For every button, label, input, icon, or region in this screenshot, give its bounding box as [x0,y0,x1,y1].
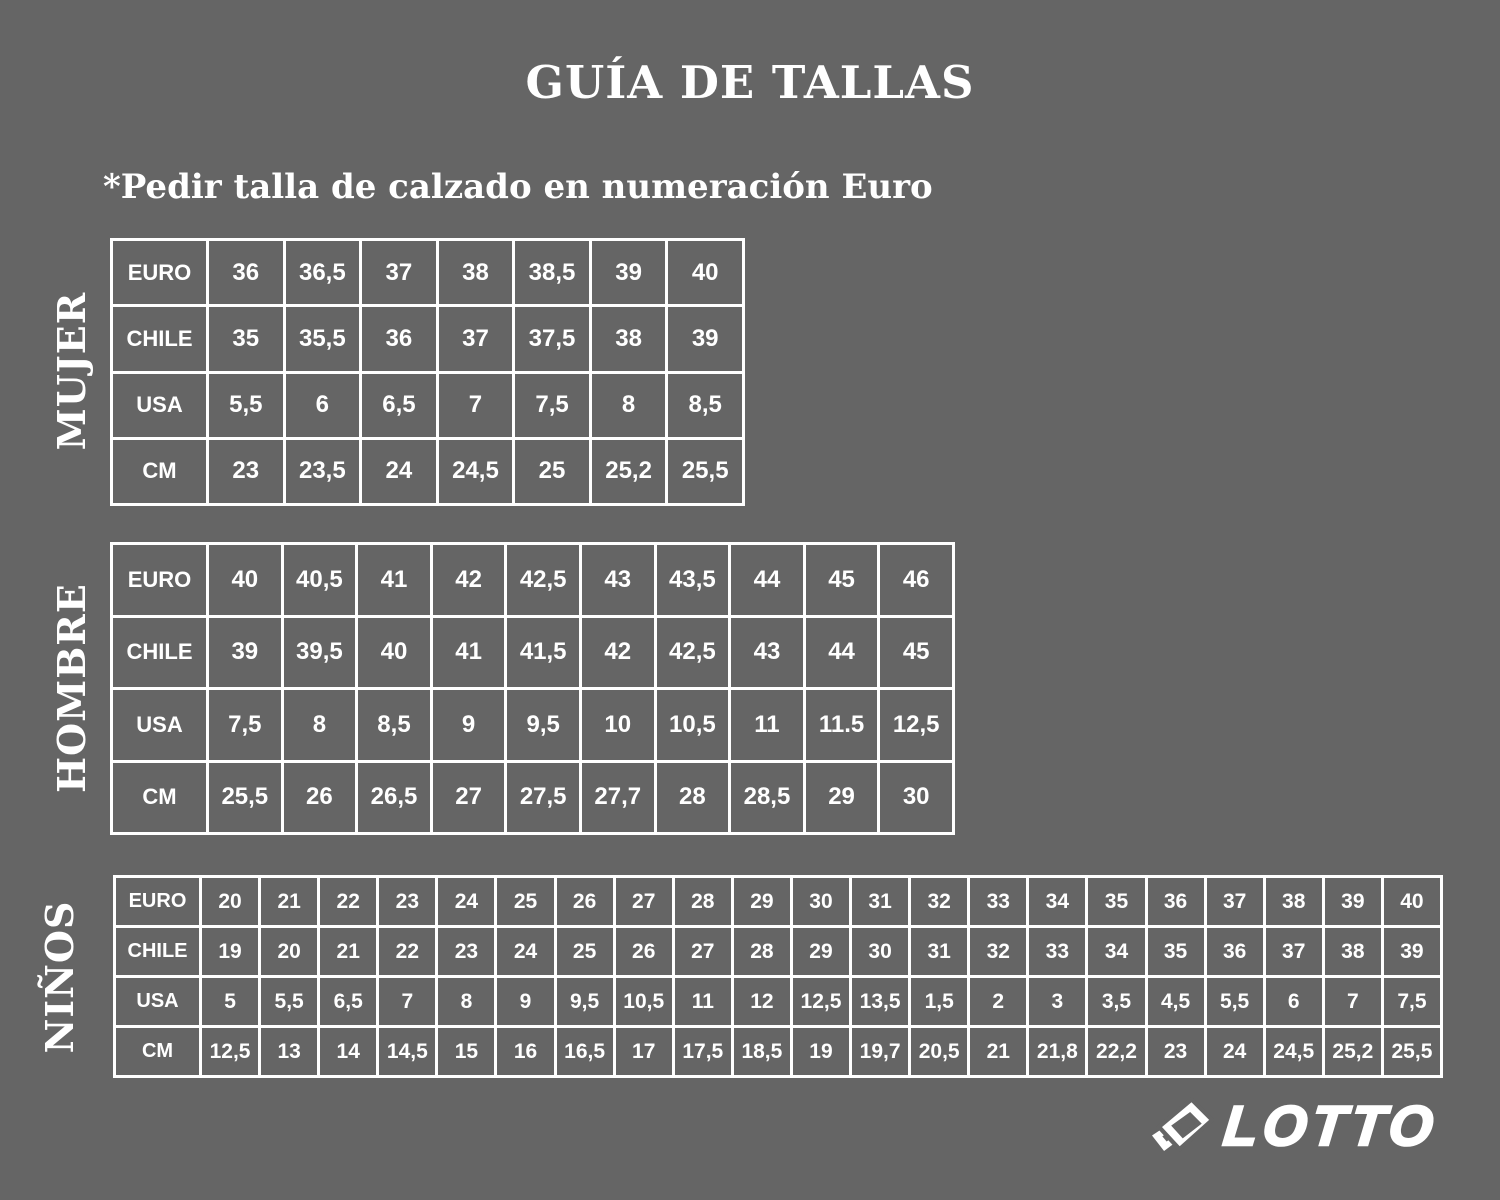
row-label-euro: EURO [112,544,208,617]
size-cell: 8,5 [357,689,432,762]
size-cell: 39 [667,306,744,372]
size-cell: 7 [437,372,514,438]
size-cell: 40 [1382,877,1441,927]
lotto-diamond-icon [1152,1096,1214,1156]
size-cell: 41 [431,616,506,689]
row-label-usa: USA [112,689,208,762]
size-cell: 25,5 [208,761,283,834]
group-label-hombre: HOMBRE [49,583,94,793]
size-cell: 26 [555,877,614,927]
table-row [112,240,744,306]
size-cell: 6 [284,372,361,438]
row-label-euro: EURO [112,240,208,306]
size-cell: 36 [361,306,438,372]
size-cell: 4,5 [1146,977,1205,1027]
size-cell: 8,5 [667,372,744,438]
size-cell: 22,2 [1087,1027,1146,1077]
size-cell: 40,5 [282,544,357,617]
size-cell: 16 [496,1027,555,1077]
size-cell: 10,5 [655,689,730,762]
size-cell: 25,2 [590,438,667,504]
size-cell: 42,5 [655,616,730,689]
size-cell: 2 [969,977,1028,1027]
size-cell: 20 [201,877,260,927]
size-cell: 28,5 [730,761,805,834]
table-row [115,877,1442,927]
size-cell: 42,5 [506,544,581,617]
size-cell: 9 [496,977,555,1027]
size-cell: 11 [673,977,732,1027]
size-cell: 37 [437,306,514,372]
size-cell: 33 [1028,927,1087,977]
size-cell: 27 [431,761,506,834]
size-cell: 21 [260,877,319,927]
size-cell: 27,7 [580,761,655,834]
size-cell: 37 [1205,877,1264,927]
row-label-cm: CM [115,1027,201,1077]
size-cell: 39 [590,240,667,306]
table-row [112,761,954,834]
size-table-hombre [110,542,955,835]
size-cell: 23 [437,927,496,977]
row-label-chile: CHILE [112,306,208,372]
size-cell: 26 [614,927,673,977]
size-cell: 41 [357,544,432,617]
size-cell: 18,5 [732,1027,791,1077]
size-cell: 45 [804,544,879,617]
size-cell: 23 [208,438,285,504]
size-cell: 17,5 [673,1027,732,1077]
size-cell: 10,5 [614,977,673,1027]
size-cell: 28 [732,927,791,977]
size-cell: 8 [282,689,357,762]
size-cell: 43,5 [655,544,730,617]
group-label-mujer: MUJER [49,291,94,451]
size-table-mujer [110,238,745,506]
size-cell: 20,5 [910,1027,969,1077]
size-cell: 5,5 [208,372,285,438]
size-cell: 27 [614,877,673,927]
size-cell: 31 [910,927,969,977]
size-cell: 19,7 [851,1027,910,1077]
size-cell: 28 [655,761,730,834]
size-cell: 26,5 [357,761,432,834]
table-row [112,616,954,689]
size-cell: 21,8 [1028,1027,1087,1077]
size-cell: 36,5 [284,240,361,306]
size-cell: 5 [201,977,260,1027]
size-cell: 7 [1323,977,1382,1027]
size-cell: 39,5 [282,616,357,689]
row-label-cm: CM [112,761,208,834]
row-label-usa: USA [115,977,201,1027]
size-cell: 34 [1028,877,1087,927]
size-cell: 39 [208,616,283,689]
size-cell: 12 [732,977,791,1027]
size-cell: 29 [732,877,791,927]
size-cell: 24 [1205,1027,1264,1077]
size-cell: 24 [361,438,438,504]
size-cell: 23,5 [284,438,361,504]
size-cell: 7,5 [208,689,283,762]
size-cell: 13,5 [851,977,910,1027]
size-cell: 38 [1323,927,1382,977]
size-cell: 24 [496,927,555,977]
size-cell: 40 [357,616,432,689]
size-cell: 25,5 [1382,1027,1441,1077]
size-cell: 14 [319,1027,378,1077]
size-cell: 7,5 [1382,977,1441,1027]
size-cell: 11.5 [804,689,879,762]
size-cell: 17 [614,1027,673,1077]
size-cell: 39 [1382,927,1441,977]
table-row [112,689,954,762]
size-cell: 8 [437,977,496,1027]
size-cell: 14,5 [378,1027,437,1077]
size-cell: 20 [260,927,319,977]
size-cell: 25 [514,438,591,504]
size-cell: 43 [730,616,805,689]
row-label-cm: CM [112,438,208,504]
size-cell: 7,5 [514,372,591,438]
table-row [115,1027,1442,1077]
size-cell: 1,5 [910,977,969,1027]
size-cell: 35 [1087,877,1146,927]
size-cell: 28 [673,877,732,927]
size-cell: 42 [431,544,506,617]
size-cell: 24,5 [1264,1027,1323,1077]
size-cell: 9,5 [555,977,614,1027]
size-cell: 31 [851,877,910,927]
size-cell: 42 [580,616,655,689]
size-cell: 19 [201,927,260,977]
size-cell: 45 [879,616,954,689]
size-cell: 25,5 [667,438,744,504]
size-cell: 40 [667,240,744,306]
size-cell: 38 [590,306,667,372]
size-cell: 26 [282,761,357,834]
size-cell: 9,5 [506,689,581,762]
row-label-usa: USA [112,372,208,438]
page-subtitle: *Pedir talla de calzado en numeración Euro [103,167,933,207]
size-cell: 34 [1087,927,1146,977]
size-cell: 21 [319,927,378,977]
size-cell: 38 [1264,877,1323,927]
size-cell: 9 [431,689,506,762]
size-cell: 30 [791,877,850,927]
size-cell: 41,5 [506,616,581,689]
size-cell: 25 [496,877,555,927]
size-cell: 46 [879,544,954,617]
table-row [112,306,744,372]
size-cell: 6,5 [361,372,438,438]
size-cell: 22 [378,927,437,977]
size-cell: 38 [437,240,514,306]
size-cell: 29 [804,761,879,834]
size-cell: 22 [319,877,378,927]
size-cell: 35,5 [284,306,361,372]
size-cell: 36 [208,240,285,306]
size-cell: 13 [260,1027,319,1077]
size-cell: 27 [673,927,732,977]
row-label-chile: CHILE [112,616,208,689]
size-cell: 8 [590,372,667,438]
table-row [115,977,1442,1027]
page-title: GUÍA DE TALLAS [525,56,975,109]
size-cell: 44 [804,616,879,689]
size-cell: 43 [580,544,655,617]
size-cell: 30 [851,927,910,977]
size-cell: 5,5 [260,977,319,1027]
size-cell: 7 [378,977,437,1027]
size-cell: 16,5 [555,1027,614,1077]
size-cell: 38,5 [514,240,591,306]
size-cell: 12,5 [201,1027,260,1077]
table-row [112,438,744,504]
size-cell: 35 [1146,927,1205,977]
row-label-euro: EURO [115,877,201,927]
size-cell: 30 [879,761,954,834]
size-cell: 15 [437,1027,496,1077]
size-cell: 23 [378,877,437,927]
size-cell: 33 [969,877,1028,927]
lotto-wordmark: LOTTO [1220,1094,1442,1157]
size-cell: 5,5 [1205,977,1264,1027]
size-cell: 10 [580,689,655,762]
table-row [112,372,744,438]
size-cell: 3 [1028,977,1087,1027]
size-cell: 3,5 [1087,977,1146,1027]
size-cell: 24 [437,877,496,927]
size-cell: 11 [730,689,805,762]
size-cell: 27,5 [506,761,581,834]
size-cell: 29 [791,927,850,977]
size-cell: 25,2 [1323,1027,1382,1077]
size-cell: 37 [361,240,438,306]
size-cell: 12,5 [791,977,850,1027]
size-cell: 12,5 [879,689,954,762]
size-cell: 44 [730,544,805,617]
table-row [115,927,1442,977]
size-cell: 37 [1264,927,1323,977]
row-label-chile: CHILE [115,927,201,977]
size-cell: 21 [969,1027,1028,1077]
group-label-ninos: NIÑOS [37,900,82,1054]
size-cell: 37,5 [514,306,591,372]
size-table-ninos [113,875,1443,1078]
size-cell: 39 [1323,877,1382,927]
size-cell: 35 [208,306,285,372]
size-cell: 25 [555,927,614,977]
lotto-logo [1152,1094,1442,1157]
size-cell: 6,5 [319,977,378,1027]
size-cell: 32 [969,927,1028,977]
size-cell: 32 [910,877,969,927]
size-cell: 36 [1146,877,1205,927]
table-row [112,544,954,617]
size-cell: 19 [791,1027,850,1077]
size-cell: 36 [1205,927,1264,977]
size-cell: 23 [1146,1027,1205,1077]
size-cell: 24,5 [437,438,514,504]
size-cell: 40 [208,544,283,617]
size-cell: 6 [1264,977,1323,1027]
